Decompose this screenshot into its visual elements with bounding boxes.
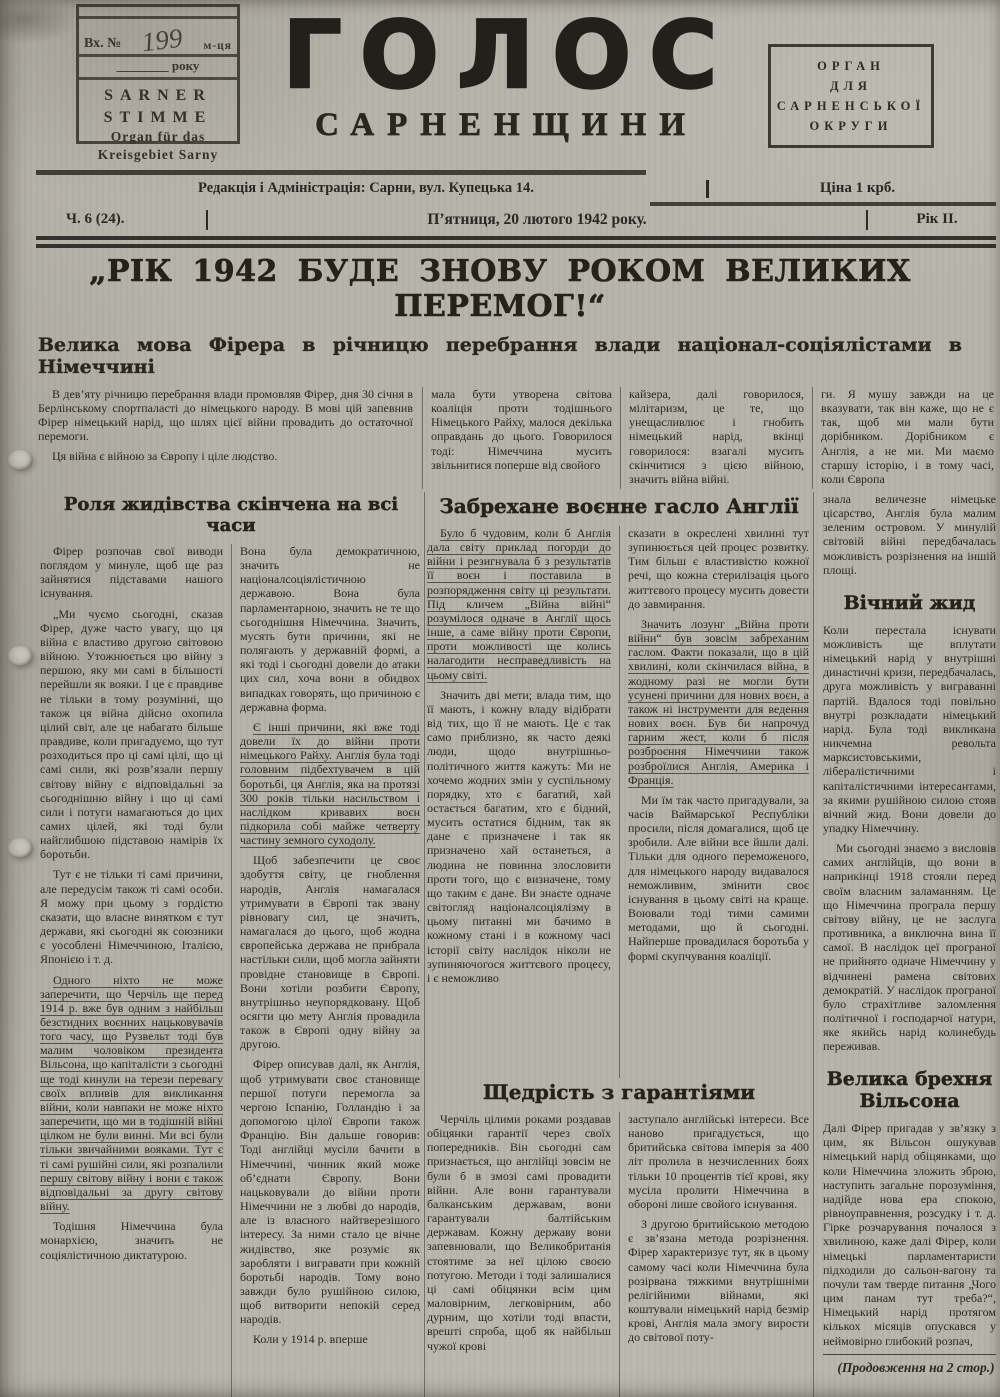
- article-right-column: [814, 492, 996, 1397]
- paragraph: Коли у 1914 р. вперше: [253, 1332, 368, 1347]
- intro-col-2: [422, 387, 620, 489]
- article-left-col-2: [231, 544, 424, 1397]
- stamp-year-line: ________ року: [79, 57, 237, 80]
- paragraph: З другою бритийською методою є зв’язана метода розрізнення. Фірер характеризує тут, як в цьому самому часі коли Німеччина була розірвана тяжкими внутрішніми релігійними війнами, які коштували німецький нарід безмір крові, Англія мала змогу вирости до світової поту-: [628, 1217, 809, 1345]
- section-heading-mid2: Щедрість з гарантіями: [482, 1080, 756, 1104]
- paragraph: Було б чудовим, коли б Англія дала світу приклад погорди до війни і резигнувала б з результатів її воєн і поставила в розпорядження світу ці результати. Під кличем „Війна війні“ розумілося одначе в Англії щось інше, а саме війну проти Європи, проти можливості ще колись налагодити несправедливість на цьому світі.: [427, 526, 611, 682]
- stamp-reg-label: Вх. №: [84, 36, 122, 51]
- paragraph: Ми їм так часто пригадували, за часів Ваймарської Республіки просили, після домагалися, щоб це зробили. Але війни все йшли далі. Тільки для одного переможеного, для німецького народу видавалося неможливим, змінити своє існування в цьому світі на краще. Воювали тоді тими самими методами, що й сьогодні. Найперше провадилася боротьба у формі скупчування коаліції.: [628, 792, 809, 963]
- stamp-german-name: [79, 80, 237, 165]
- paragraph: Коли перестала існувати можливість ще вплутати німецький нарід у внутрішні династичні кризи, передбачалась, друга можливість у виграванні партій. Вдалося тоді повільно внутрі розкладати німецький нарід. Була тоді викликана никчемна револьта марксистовськими, лібералістичними і капіталістичними інтересантами, за якими рушійною силою стояв вічний жид. Вони довели до упадку Німеччину.: [823, 622, 996, 835]
- year-label: Рік II.: [916, 211, 958, 227]
- subheadline: Велика мова Фірера в річницю перебрання влади націонал-соціялістами в Німеччині: [38, 334, 962, 378]
- stamp-cut-line: [79, 7, 237, 19]
- stamp-reg-suffix: м-ця: [203, 40, 232, 52]
- organ-line4: ОКРУГИ: [809, 118, 893, 133]
- section-heading-eternal: Вічний жид: [843, 591, 976, 614]
- paragraph: Значить дві мети; влада тим, що її мають, і кожну владу відібрати від тих, що її не мають. Це є так само приблизно, як часто деякі люди, щодо внутрішньо-політичного життя кажуть: Ми не хочемо жодних змін у суспільному порядку, хто є багатий, хай остається багатим, хто є бідний, мусить остатися бідним, так як дане є призначене і так як призначено хай останеться, а людина не повинна злословити проти того, що є визначене, тому що таким є дане. Ви знаєте одначе світогляд націоналсоціялізму в цьому питанні ми бачимо в кожному стані і в кожному часі історії світу наслідок ніколи не зупиняючогося життєвого процесу, і є неможливо: [427, 687, 611, 985]
- paragraph: Фірер описував далі, як Англія, щоб утримувати своє становище першої потуги перемогла за чергою Іспанію, Голландію і за допомогою цілої Європи також Францію. Він дальше говорив: Тоді англійці мусіли бачити в Німеччині, чинник який може об’єднати Європу. Вони нацьковували до війни проти Німеччини не з любві до народів, але із власного найтверезішого інтересу. За ними стало це вічне жидівство, яке розуміє як заробляти і вигравати при кожній боротьбі народів. Тому воно завжди було рушійною силою, щоб витворити непокій серед народів.: [240, 1057, 420, 1327]
- paragraph: Ми сьогодні знаємо з висловів самих англійців, що вони в наприкінці 1918 стояли перед своїм власним заламанням. Це що Німеччина програла першу світову війну, це не заслуга противника, а виключна вина її самої. В наслідок цеї програної не прийнято одначе Німеччину у відчинені рамена світових демократій. У наслідок програної було страхітливе заломлення політичної і господарчої натури, яке якийсь нарід колинебудь переживав.: [823, 841, 996, 1054]
- divider-line: [866, 210, 868, 230]
- organ-line1: ОРГАН: [817, 58, 885, 73]
- section-heading-mid1: Забрехане воєнне гасло Англії: [439, 494, 799, 518]
- paragraph: Вона була демократичною, значить не націоналсоціялістичною державою. Вона була парламентарною, значить не те що сьогоднішня Німеччина. Значить, мусять бути причини, які не полягають у державній формі, а які тоді і сьогодні довели до атаки цих сил, хоча вони в обидвох випадках говорять, що причиною є державна форма.: [240, 544, 420, 714]
- article-mid2-col-2: [619, 1112, 813, 1397]
- paragraph: сказати в окреслені хвилині тут зупинюється цей процес розвитку. Тим більш є властивістю кожної речі, що кожна стерилізація цього життєвого процесу мусить довести до завмирання.: [628, 526, 809, 611]
- paragraph: заступало англійські інтереси. Все наново пригадується, що бритийська світова імперія за 400 літ пролила в незчисленних боях тільки 10 процентів тієї крові, яку мусіла пролити Німеччина в обороні лише свойого існування.: [628, 1112, 809, 1211]
- paragraph: Значить лозунг „Війна проти війни“ був зовсім забреханим гаслом. Факти показали, що в цій хвилині, коли скінчилася війна, в жодному разі не могли бути усунені причини для нових воєн, а також ні інструменти для ведення нових воєн. Був би напрочуд гарним жест, коли б після розброєння Німеччини також розброїлися Англія, Америка і Франція.: [628, 616, 809, 787]
- divider-line: [206, 210, 208, 230]
- paragraph: ги. Я мушу завжди на це вказувати, так він каже, що не є так, щоб ми мали бути дорібником. Дорібником є Англія, а не ми. Ми маємо старшу історію, і в тому часі, коли Європа: [821, 387, 994, 486]
- newspaper-title: ГОЛОС: [282, 1, 736, 109]
- punch-hole: [8, 646, 33, 667]
- paragraph: кайзера, далі говорилося, мілітаризм, це те, що унещасливлює і гнобить німецький нарід, вкінці говорилося: взагалі мусить скінчитися з цією війною, значить війна війні.: [629, 387, 804, 486]
- divider-tick: [706, 180, 709, 198]
- stamp-name-line2: STIMME: [103, 108, 213, 126]
- paragraph: Одного ніхто не може заперечити, що Черчіль ще перед 1914 р. вже був одним з найбільш безстидних воєнних нацьковувачів того часу, що Рузвельт тоді був малим чоловіком президента Вільсона, що капіталісти з сьогодні ще тоді кинули на терези перевагу своїх впливів для викликання війни, коли навпаки не може ніхто заперечити, що ми в тодішній війні цілком не були винні. Ми всі були тільки звичайними вояками. Тут є ті самі рушійні сили, які розпалили першу світову війну і вони є також відповідальні за другу світову війну.: [40, 972, 223, 1214]
- lead-intro-row: [38, 387, 996, 489]
- address-line: Редакція і Адміністрація: Сарни, вул. Купецька 14.: [198, 180, 534, 196]
- ingress-stamp: [76, 4, 240, 163]
- stamp-name-line1: SARNER: [104, 87, 212, 104]
- price-label: Ціна 1 крб.: [819, 180, 896, 196]
- intro-col-1: [38, 387, 422, 489]
- paragraph: Черчіль цілими роками роздавав обіцянки гарантії через своїх попередників. Він сьогодні сам признається, що англійці зовсім не були б в змозі самі провадити війни. Але вони гарантували балканським державам, вони гарантували балтійським державам. Кожну державу вони запевнювали, що Великобританія стоятиме за неї цілою своєю потугою. Методи і тоді залишалися ці самі обіцянки всім цим маловірним, легковірним, або дурним, що хотіли тоді впасти, врешті спроба, щоб як найбільш чужої крові: [427, 1112, 611, 1353]
- rule-under-price: [650, 202, 996, 206]
- main-headline: „РІК 1942 БУДЕ ЗНОВУ РОКОМ ВЕЛИКИХ ПЕРЕМОГ!“: [89, 254, 911, 324]
- organ-box: [768, 44, 934, 148]
- paragraph: знала величезне німецьке цісарство, Англія була малим зеленим островом. У минулій світовій війні передбачалась можливість розрізнення на іншій площі.: [823, 492, 996, 577]
- punch-hole: [8, 838, 33, 859]
- paragraph: Фірер розпочав свої виводи поглядом у минуле, щоб ще раз зайнятися підставами нашого існування.: [40, 544, 223, 601]
- article-middle: [424, 492, 814, 1397]
- paragraph: Щоб забезпечити це своє здобуття світу, це гноблення народів, Англія намагалася утримувати в Європі так звану рівновагу сил, це значить, намагалася до цього, щоб жодна європейська держава не прибрала настільки сили, щоб могла зайняти провідне становище в Європі. Вони хотіли розбити Європу, внутрішньо неупорядковану. Щоб осягти цю мету Англія провадила також в Європі одну війну за другою.: [240, 853, 420, 1052]
- intro-col-3: [620, 387, 812, 489]
- stamp-reg-number: 199: [140, 23, 185, 58]
- article-left-col-1: [38, 544, 231, 1397]
- paragraph: Тодішня Німеччина була монархією, значить не соціялістичною диктатурою.: [40, 1219, 223, 1262]
- paragraph: В дев’яту річницю перебрання влади промовляв Фірер, дня 30 січня в Берлінському спортпаласті до німецького народу. В мові цій запевнив Фірер німецький нарід, що шлях цієї війни провадить до остаточної перемоги.: [38, 387, 413, 444]
- paragraph: Ця війна є війною за Європу і ціле людство.: [52, 448, 278, 463]
- double-rule: [36, 236, 996, 248]
- punch-hole: [8, 450, 33, 471]
- article-mid2-col-1: [425, 1112, 619, 1397]
- organ-line3: САРНЕНСЬКОЇ: [776, 98, 926, 113]
- section-heading-wilson: Велика брехня Вільсона: [826, 1068, 993, 1113]
- date-line: П’ятниця, 20 лютого 1942 року.: [427, 210, 647, 228]
- article-body: [38, 492, 996, 1397]
- newspaper-subtitle: САРНЕНЩИНИ: [315, 106, 698, 143]
- rule-above-address: [36, 170, 646, 175]
- stamp-sub-line1: Organ für das: [110, 129, 206, 145]
- intro-col-4: [812, 387, 996, 489]
- paragraph: Тут є не тільки ті самі причини, але передусім також ті самі особи. Я можу при цьому з гордістю сказати, що власне винятком є тут держави, які сьогодні як союзники є уособлені Німеччиною, Італією, Японією і т. д.: [40, 867, 223, 967]
- paragraph: Є інші причини, які вже тоді довели їх до війни проти німецького Райху. Англія була тоді головним підбехтувачем в цій боротьбі, ця Англія, яка на протязі 300 років тільки насильством і наслідком кривавих воєн підкорила собі майже четверту частину земного суходолу.: [240, 719, 420, 848]
- stamp-sub-line2: Kreisgebiet Sarny: [97, 147, 219, 163]
- paragraph: Далі Фірер пригадав у зв’язку з цим, як Вільсон ошукував німецький нарід обіцянками, що коли Німеччина зложить зброю, наступить загальне порозуміння, надійде нова ера спокою, рівноуправнення, розсудку і т. д. Гірке розчарування почалося з хвилиною, каже далі Фірер, коли німецькі парламентаристи підходили до сальон-вагону та почули там тверде питання „Чого цим панам тут треба?“, Німецький нарід протягом кількох місяців опускався у неймовірно глибокий розпач,: [823, 1121, 996, 1348]
- article-mid1-col-1: [425, 526, 619, 1078]
- masthead: [0, 0, 1000, 242]
- article-left: [38, 492, 424, 1397]
- continuation-note: (Продовження на 2 стор.): [823, 1354, 996, 1376]
- issue-number: Ч. 6 (24).: [66, 211, 125, 227]
- paragraph: мала бути утворена світова коаліція проти тодішнього Німецького Райху, малося декілька оправдань до цього. Говорилося тоді: Німеччина мусить звільнитися поперше від свойого: [431, 387, 612, 472]
- organ-line2: ДЛЯ: [830, 78, 872, 93]
- article-mid1-col-2: [619, 526, 813, 1078]
- paragraph: „Ми чуємо сьогодні, сказав Фірер, дуже часто увагу, що ця війна є властиво другою світовою війною. Утожнюється цю війну з першою, яку ми самі в більшості перейшли як вояки. І це є правдиве не тільки в тому розумінні, що також ця війна дійсно охопила цілий світ, але це набагато більше правдиве, коли пригадуємо, що тут розходиться про ці самі цілі, що ці самі сили, які розв’язали першу світову війну є відповідальні за сьогоднішню війну і що ці самі сили і потуги намагаються до цих самих цілей, які тоді були найглибшою підставою намірів їх боротьби.: [40, 606, 223, 862]
- section-heading-left: Роля жидівства скінчена на всі часи: [63, 494, 399, 536]
